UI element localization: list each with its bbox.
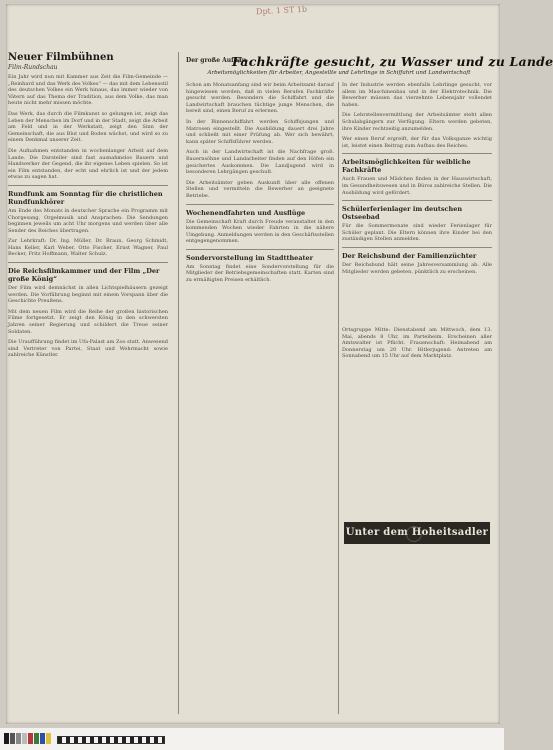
section-title: Schülerferienlager im deutschen Ostseebad [342,205,463,222]
color-swatch [40,733,45,744]
color-swatch [10,733,15,744]
article-paragraph: Schon am Monatsanfang sind wir beim Arbeitsamt darauf hingewiesen worden, daß in vielen Berufen Fachkräfte gesucht werden. Besonders die Schiffahrt und die Landwirtschaft brauchen tüchtige junge Menschen, die bereit sind, einen Beruf zu erlernen. [186,82,334,115]
section-text: Für die Sommermonate sind wieder Ferienlager für Schüler geplant. Die Eltern können ihre Kinder bei den zuständigen Stellen anmelden. [342,223,492,243]
section-banner: Unter dem Hoheitsadler [344,522,490,544]
column-divider [338,82,339,714]
divider-rule [8,185,168,186]
article-paragraph: In der Binnenschiffahrt werden Schiffsjungen und Matrosen eingestellt. Die Ausbildung dauert drei Jahre und schließt mit einer Prüfung ab. Wer sich bewährt, kann später Schiffsführer werden. [186,118,334,145]
left-heading: Neuer Filmbühnen [8,52,114,63]
color-swatch [22,733,27,744]
section-title: Sondervorstellung im Stadttheater [186,253,314,262]
divider-rule [186,204,334,205]
left-paragraph: Ein Jahr wird nun mit Kammer aus Zeit die Film-Gemeinde — „Reinhard und das Werk des Volkes“ — das mit dem Lebensstil des deutschen Volkes ein Werk hinaus, das immer wieder von Vätern auf das Thema der Tradition, aus dem Volke, das man heute nicht mehr missen möchte. [8,74,168,107]
left-section-title: Die Reichsfilmkammer und der Film „Der große König“ [8,267,160,284]
article-paragraph: Die Lehrstellenvermittlung der Arbeitsämter steht allen Schulabgängern zur Verfügung. Eltern werden gebeten, ihre Kinder rechtzeitig anzumelden. [342,112,492,132]
column-divider [178,52,179,714]
section-text: Die Gemeinschaft Kraft durch Freude veranstaltet in den kommenden Wochen wieder Fahrten in die nähere Umgebung. Anmeldungen werden in den Geschäftsstellen entgegengenommen. [186,218,334,245]
banner-text: Ortsgruppe Mitte: Dienstabend am Mittwoch, dem 13. Mai, abends 8 Uhr, im Parteiheim. Erscheinen aller Amtswalter ist Pflicht. Frauenschaft: Heimabend am Donnerstag um 20 Uhr. Hitlerjugend: Antreten am Sonnabend um 15 Uhr auf dem Marktplatz. [342,327,492,360]
left-paragraph: Das Werk, das durch die Filmkunst so gelungen ist, zeigt das Leben der Menschen im Dorf und in der Stadt, zeigt die Arbeit am Feld und in der Werkstatt, zeigt den Sinn der Gemeinschaft, die aus Blut und Boden wächst, und wird so zu einem Denkmal unserer Zeit. [8,110,168,144]
left-column [8,52,168,714]
section-text: Der Reichsbund hält seine Jahresversammlung ab. Alle Mitglieder werden gebeten, pünktlich zu erscheinen. [342,261,492,275]
article-paragraph: In der Industrie werden ebenfalls Lehrlinge gesucht, vor allem im Maschinenbau und in der Elektrotechnik. Die Bewerber müssen das vierzehnte Lebensjahr vollendet haben. [342,82,492,108]
middle-column [186,82,334,714]
left-paragraph: Am Ende des Monats in deutscher Sprache ein Programm mit Chorgesang, Orgelmusik und Ansprachen. Die Sendungen beginnen jeweils um acht Uhr morgens und werden über alle Sender des Reiches übertragen. [8,207,168,234]
section-text: Auch Frauen und Mädchen finden in der Hauswirtschaft, im Gesundheitswesen und in Büros zahlreiche Stellen. Die Ausbildung wird gefördert. [342,176,492,196]
section-title: Der Reichsbund der Familienzüchter [342,251,477,260]
left-paragraph: Der Film wird demnächst in allen Lichtspielhäusern gezeigt werden. Die Vorführung beginnt mit einem Vorspann über die Geschichte Preußens. [8,285,168,305]
divider-rule [342,153,492,154]
left-subheading: Film-Rundschau [8,64,58,71]
article-paragraph: Die Arbeitsämter geben Auskunft über alle offenen Stellen und vermitteln die Bewerber an geeignete Betriebe. [186,179,334,199]
color-swatch [4,733,9,744]
archive-stamp: Dpt. 1 ST 1b [255,4,308,17]
left-section-title: Rundfunk am Sonntag für die christlichen Rundfunkhörer [8,189,163,206]
left-paragraph: Die Uraufführung findet im Ufa-Palast am Zoo statt. Anwesend sind Vertreter von Partei, Staat und Wehrmacht sowie zahlreiche Künstler. [8,339,168,359]
section-title: Arbeitsmöglichkeiten für weibliche Fachkräfte [342,158,471,175]
divider-rule [342,200,492,201]
left-paragraph: Die Aufnahmen entstanden in wochenlanger Arbeit auf dem Lande. Die Darsteller sind fast ausnahmslos Bauern und Handwerker der Gegend, die ihr eigenes Leben spielen. So ist ein Film entstanden, der echt und ehrlich ist und der jedem etwas zu sagen hat. [8,147,168,181]
divider-rule [8,262,168,263]
left-paragraph: Zur Lehrkraft: Dr. Ing. Müller, Dr. Braun, Georg Schmidt, Hans Keller, Karl Weber, Otto Fischer, Ernst Wagner, Paul Becker, Fritz Hoffmann, Walter Schulz. [8,238,168,258]
article-headline: Fachkräfte gesucht, zu Wasser und zu Lande [232,54,553,69]
article-paragraph: Wer einen Beruf ergreift, der für das Volksganze wichtig ist, leistet einen Beitrag zum Aufbau des Reiches. [342,136,492,149]
section-text: Am Sonntag findet eine Sondervorstellung für die Mitglieder der Betriebsgemeinschaften statt. Karten sind zu ermäßigten Preisen erhältlich. [186,263,334,284]
right-column [342,82,492,714]
article-kicker: Der große Aufbau [186,57,247,64]
section-title: Wochenendfahrten und Ausflüge [186,208,306,217]
left-paragraph: Mit dem neuen Film wird die Reihe der großen historischen Filme fortgesetzt. Er zeigt den König in den schwersten Jahren seiner Regierung und schildert die Treue seiner Soldaten. [8,308,168,335]
divider-rule [342,247,492,248]
eagle-emblem-icon [406,526,422,542]
article-deck: Arbeitsmöglichkeiten für Arbeiter, Angestellte und Lehrlinge in Schiffahrt und Landwirtschaft [207,70,471,76]
article-paragraph: Auch in der Landwirtschaft ist die Nachfrage groß. Bauernsöhne und Landarbeiter finden auf den Höfen ein gesichertes Auskommen. Die Landjugend wird in besonderen Lehrgängen geschult. [186,149,334,176]
color-swatch [34,733,39,744]
divider-rule [186,249,334,250]
color-swatch [16,733,21,744]
color-swatch [28,733,33,744]
scale-bar [57,736,165,744]
color-swatch [46,733,51,744]
